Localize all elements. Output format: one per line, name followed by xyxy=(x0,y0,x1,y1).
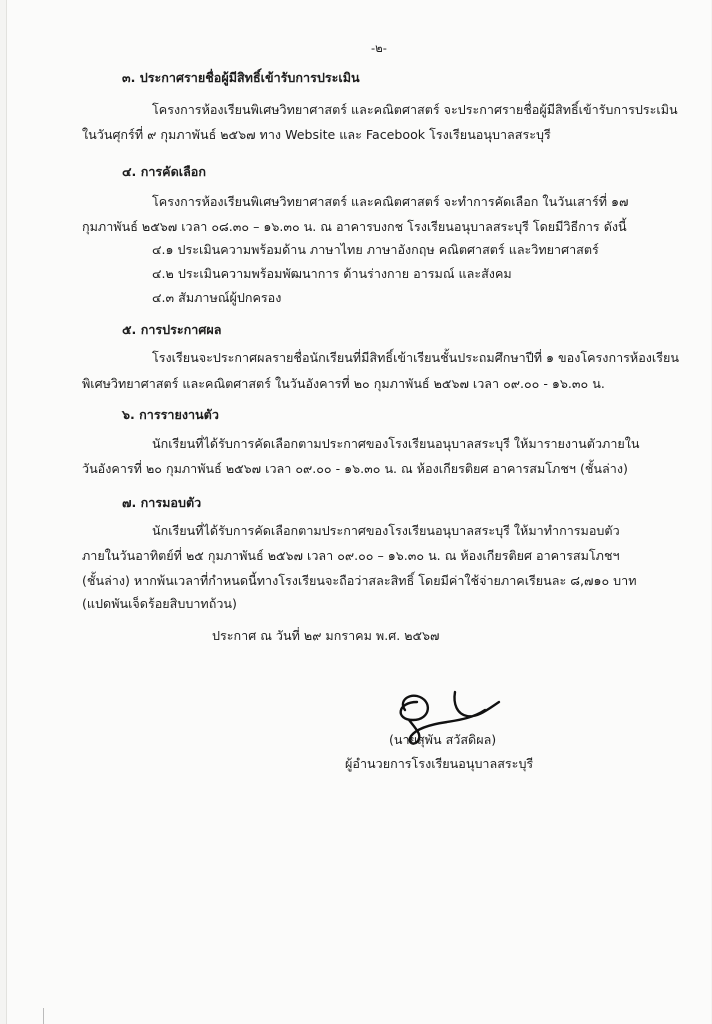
section-7-heading: ๗. การมอบตัว xyxy=(122,495,202,510)
section-7-line-4: (แปดพันเจ็ดร้อยสิบบาทถ้วน) xyxy=(82,596,237,611)
section-4-line-1: โครงการห้องเรียนพิเศษวิทยาศาสตร์ และคณิตศาสตร์ จะทำการคัดเลือก ในวันเสาร์ที่ ๑๗ xyxy=(152,194,629,209)
section-3-line-1: โครงการห้องเรียนพิเศษวิทยาศาสตร์ และคณิตศาสตร์ จะประกาศรายชื่อผู้มีสิทธิ์เข้ารับการประเมิน xyxy=(152,102,678,117)
signer-title: ผู้อำนวยการโรงเรียนอนุบาลสระบุรี xyxy=(345,756,534,771)
signature-image xyxy=(387,680,527,760)
section-7-line-3: (ชั้นล่าง) หากพ้นเวลาที่กำหนดนี้ทางโรงเรียนจะถือว่าสละสิทธิ์ โดยมีค่าใช้จ่ายภาคเรียนละ ๘,๗๑๐ บาท xyxy=(82,573,637,588)
page-number: -๒- xyxy=(371,41,387,55)
section-3-line-2: ในวันศุกร์ที่ ๙ กุมภาพันธ์ ๒๕๖๗ ทาง Website และ Facebook โรงเรียนอนุบาลสระบุรี xyxy=(82,127,551,142)
section-6-heading: ๖. การรายงานตัว xyxy=(122,407,219,422)
section-5-line-2: พิเศษวิทยาศาสตร์ และคณิตศาสตร์ ในวันอังคารที่ ๒๐ กุมภาพันธ์ ๒๕๖๗ เวลา ๐๙.๐๐ - ๑๖.๓๐ น. xyxy=(82,376,605,391)
section-4-line-2: กุมภาพันธ์ ๒๕๖๗ เวลา ๐๘.๓๐ – ๑๖.๓๐ น. ณ อาคารบงกช โรงเรียนอนุบาลสระบุรี โดยมีวิธีการ ดังนี้ xyxy=(82,219,627,234)
section-4-item-3: ๔.๓ สัมภาษณ์ผู้ปกครอง xyxy=(152,290,282,305)
scan-edge-mark xyxy=(43,1008,44,1024)
section-6-line-1: นักเรียนที่ได้รับการคัดเลือกตามประกาศของโรงเรียนอนุบาลสระบุรี ให้มารายงานตัวภายใน xyxy=(152,436,640,451)
signer-name: (นายสุพัน สวัสดิผล) xyxy=(389,732,497,747)
section-4-heading: ๔. การคัดเลือก xyxy=(122,164,206,179)
section-7-line-2: ภายในวันอาทิตย์ที่ ๒๕ กุมภาพันธ์ ๒๕๖๗ เวลา ๐๙.๐๐ – ๑๖.๓๐ น. ณ ห้องเกียรติยศ อาคารสมโภชฯ xyxy=(82,548,620,563)
section-7-line-1: นักเรียนที่ได้รับการคัดเลือกตามประกาศของโรงเรียนอนุบาลสระบุรี ให้มาทำการมอบตัว xyxy=(152,523,620,538)
section-5-heading: ๕. การประกาศผล xyxy=(122,322,222,337)
section-5-line-1: โรงเรียนจะประกาศผลรายชื่อนักเรียนที่มีสิทธิ์เข้าเรียนชั้นประถมศึกษาปีที่ ๑ ของโครงการห้องเรียน xyxy=(152,350,679,365)
section-4-item-1: ๔.๑ ประเมินความพร้อมด้าน ภาษาไทย ภาษาอังกฤษ คณิตศาสตร์ และวิทยาศาสตร์ xyxy=(152,242,599,257)
section-4-item-2: ๔.๒ ประเมินความพร้อมพัฒนาการ ด้านร่างกาย อารมณ์ และสังคม xyxy=(152,266,512,281)
section-3-heading: ๓. ประกาศรายชื่อผู้มีสิทธิ์เข้ารับการประเมิน xyxy=(122,70,360,85)
announcement-date: ประกาศ ณ วันที่ ๒๙ มกราคม พ.ศ. ๒๕๖๗ xyxy=(212,628,440,643)
document-page xyxy=(6,0,711,1024)
section-6-line-2: วันอังคารที่ ๒๐ กุมภาพันธ์ ๒๕๖๗ เวลา ๐๙.๐๐ - ๑๖.๓๐ น. ณ ห้องเกียรติยศ อาคารสมโภชฯ (ชั้นล่าง) xyxy=(82,461,628,476)
